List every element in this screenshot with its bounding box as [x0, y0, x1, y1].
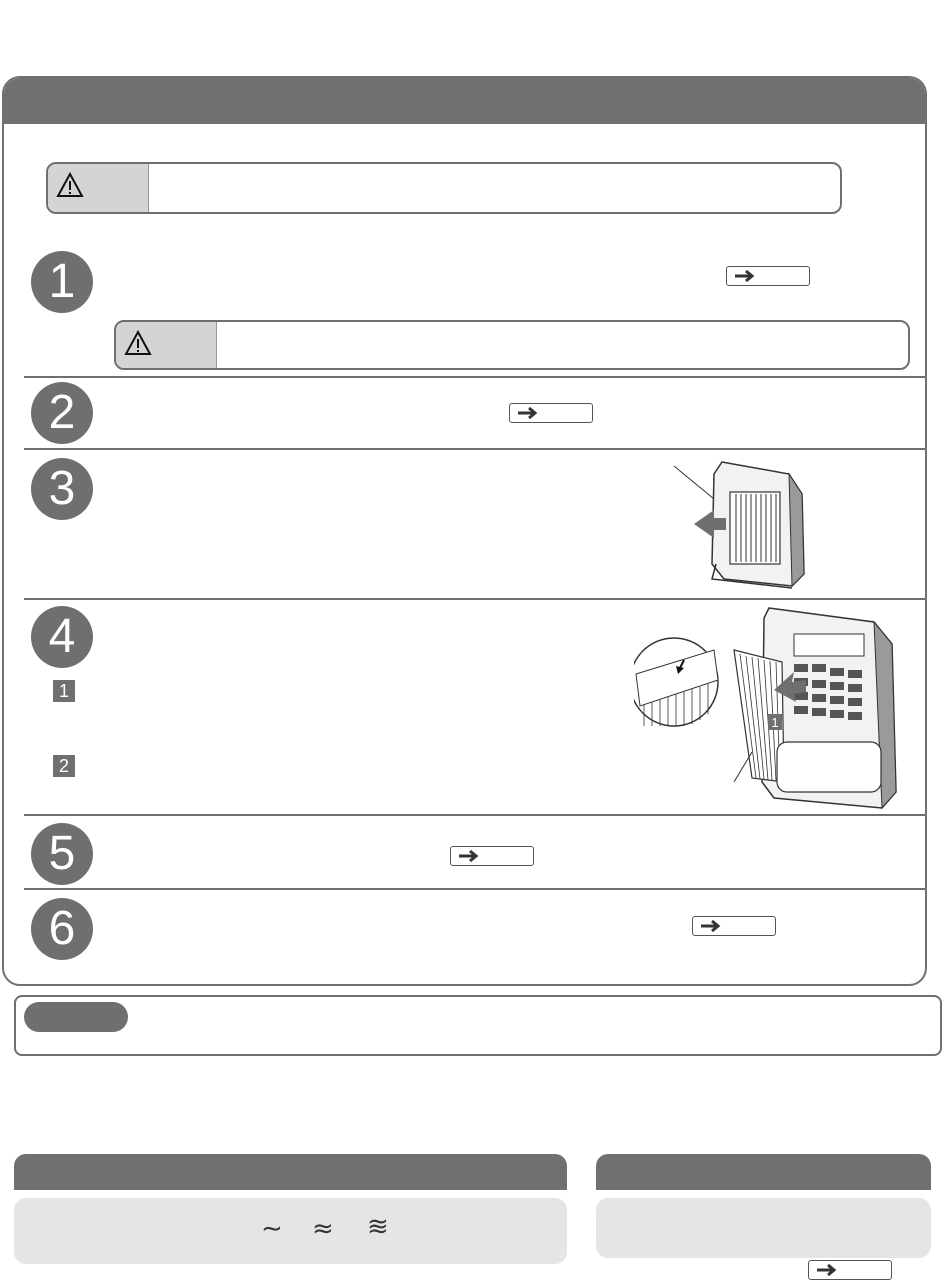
- airflow-card: [14, 1154, 567, 1264]
- caution-box: [46, 162, 842, 214]
- step-divider: [24, 814, 927, 816]
- step-1-caution-box: [114, 320, 910, 370]
- info-reference-link[interactable]: [808, 1260, 892, 1280]
- note-box: [14, 995, 942, 1056]
- airflow-card-body: [14, 1198, 567, 1264]
- step-2-number: 2: [31, 382, 93, 444]
- sub-step-2-number: 2: [53, 755, 75, 777]
- main-panel-header: [4, 78, 925, 124]
- step-6-reference-link[interactable]: [692, 916, 776, 936]
- note-label-pill: [24, 1002, 128, 1032]
- step-divider: [24, 376, 927, 378]
- right-arrow-icon: [516, 406, 542, 420]
- info-card-body: [596, 1198, 931, 1258]
- step-3-number: 3: [31, 458, 93, 520]
- right-arrow-icon: [733, 269, 759, 283]
- step-1-reference-link[interactable]: [726, 266, 810, 286]
- step-1-number: 1: [31, 251, 93, 313]
- step-divider: [24, 888, 927, 890]
- step-6-number: 6: [31, 898, 93, 960]
- step-4-number: 4: [31, 606, 93, 668]
- wave-low-icon: ∼: [261, 1214, 283, 1244]
- warning-triangle-icon: [56, 172, 84, 198]
- info-card: [596, 1154, 931, 1258]
- info-card-header: [596, 1154, 931, 1190]
- figure-callout-1: 1: [771, 715, 779, 730]
- right-arrow-icon: [699, 919, 725, 933]
- caution-label-tab: [116, 322, 217, 368]
- step-5-number: 5: [31, 823, 93, 885]
- step-4-filter-insert-illustration: [634, 602, 916, 814]
- step-divider: [24, 448, 927, 450]
- caution-label-tab: [48, 164, 149, 212]
- wave-high-icon: ≋: [367, 1212, 389, 1242]
- right-arrow-icon: [815, 1263, 841, 1277]
- right-arrow-icon: [457, 849, 483, 863]
- step-divider: [24, 598, 927, 600]
- warning-triangle-icon: [124, 330, 152, 356]
- sub-step-1-number: 1: [53, 680, 75, 702]
- main-panel: [2, 76, 927, 986]
- step-3-filter-removal-illustration: [664, 454, 814, 594]
- airflow-card-header: [14, 1154, 567, 1190]
- step-2-reference-link[interactable]: [509, 403, 593, 423]
- wave-mid-icon: ≈: [312, 1214, 334, 1244]
- step-5-reference-link[interactable]: [450, 846, 534, 866]
